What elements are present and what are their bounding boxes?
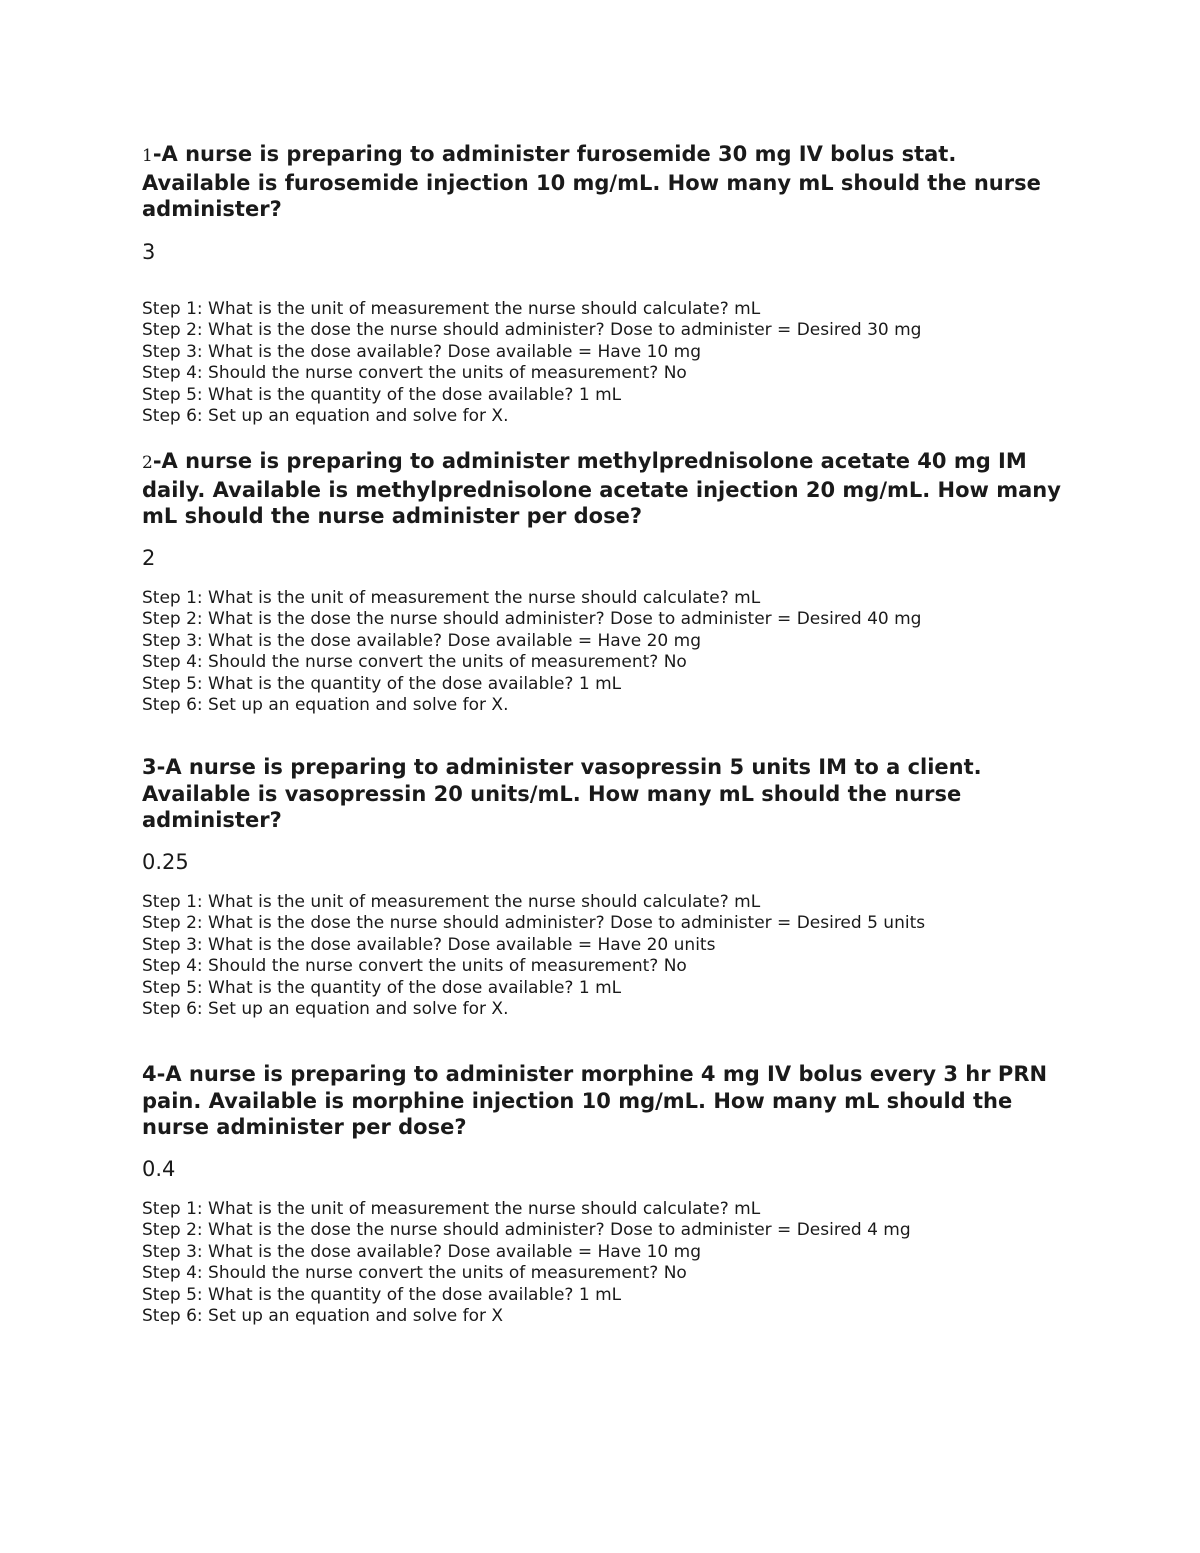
question-2-text (142, 448, 1072, 530)
question-2-prompt: -A nurse is preparing to administer methylprednisolone acetate 40 mg IM daily. Available is methylprednisolone acetate injection 20 mg/mL. How many mL should the nurse administer per dose? (142, 449, 1061, 528)
question-3-step-6: Step 6: Set up an equation and solve for X. (142, 999, 509, 1019)
question-4-step-4: Step 4: Should the nurse convert the units of measurement? No (142, 1263, 687, 1283)
question-3 (142, 754, 1072, 1021)
question-1-step-6: Step 6: Set up an equation and solve for X. (142, 406, 509, 426)
question-4-answer: 0.4 (142, 1156, 176, 1181)
question-3-steps (142, 892, 1072, 1021)
question-2-step-5: Step 5: What is the quantity of the dose available? 1 mL (142, 673, 622, 694)
question-2-step-1: Step 1: What is the unit of measurement the nurse should calculate? mL (142, 587, 761, 608)
question-2-step-3: Step 3: What is the dose available? Dose available = Have 20 mg (142, 630, 701, 651)
question-1-prompt: -A nurse is preparing to administer furosemide 30 mg IV bolus stat. Available is furosemide injection 10 mg/mL. How many mL should the nurse administer? (142, 142, 1041, 221)
question-1-step-3: Step 3: What is the dose available? Dose available = Have 10 mg (142, 341, 701, 362)
question-4-prompt: -A nurse is preparing to administer morphine 4 mg IV bolus every 3 hr PRN pain. Available is morphine injection 10 mg/mL. How many mL should the nurse administer per dose? (142, 1062, 1048, 1139)
question-3-step-3: Step 3: What is the dose available? Dose available = Have 20 units (142, 934, 716, 955)
question-2-step-4: Step 4: Should the nurse convert the units of measurement? No (142, 652, 687, 672)
question-3-step-4: Step 4: Should the nurse convert the units of measurement? No (142, 956, 687, 976)
question-2 (142, 448, 1072, 717)
question-4-number: 4 (142, 1062, 157, 1086)
question-1-steps (142, 299, 1072, 428)
question-3-text (142, 754, 1072, 834)
question-3-step-2: Step 2: What is the dose the nurse should administer? Dose to administer = Desired 5 units (142, 913, 926, 933)
question-4-step-6: Step 6: Set up an equation and solve for X (142, 1306, 504, 1326)
question-4-step-3: Step 3: What is the dose available? Dose available = Have 10 mg (142, 1241, 701, 1262)
question-3-step-5: Step 5: What is the quantity of the dose available? 1 mL (142, 977, 622, 998)
question-2-step-2: Step 2: What is the dose the nurse should administer? Dose to administer = Desired 40 mg (142, 609, 922, 629)
question-4-step-1: Step 1: What is the unit of measurement the nurse should calculate? mL (142, 1198, 761, 1219)
question-2-number: 2 (142, 453, 153, 473)
question-2-step-6: Step 6: Set up an equation and solve for X. (142, 695, 509, 715)
question-4 (142, 1061, 1072, 1328)
question-2-answer: 2 (142, 545, 156, 570)
question-1-step-2: Step 2: What is the dose the nurse should administer? Dose to administer = Desired 30 mg (142, 320, 922, 340)
question-4-text (142, 1061, 1072, 1141)
question-1-number: 1 (142, 146, 153, 166)
question-3-number: 3 (142, 755, 157, 779)
question-4-step-5: Step 5: What is the quantity of the dose available? 1 mL (142, 1284, 622, 1305)
question-1-step-4: Step 4: Should the nurse convert the units of measurement? No (142, 363, 687, 383)
question-1-step-1: Step 1: What is the unit of measurement the nurse should calculate? mL (142, 298, 761, 319)
question-1 (142, 141, 1072, 428)
question-2-steps (142, 588, 1072, 717)
question-4-steps (142, 1199, 1072, 1328)
question-1-text (142, 141, 1072, 223)
question-1-step-5: Step 5: What is the quantity of the dose available? 1 mL (142, 384, 622, 405)
question-3-step-1: Step 1: What is the unit of measurement the nurse should calculate? mL (142, 891, 761, 912)
question-1-answer: 3 (142, 239, 156, 264)
question-3-prompt: -A nurse is preparing to administer vasopressin 5 units IM to a client. Available is vasopressin 20 units/mL. How many mL should the nurse administer? (142, 755, 982, 832)
question-4-step-2: Step 2: What is the dose the nurse should administer? Dose to administer = Desired 4 mg (142, 1220, 911, 1240)
question-3-answer: 0.25 (142, 849, 189, 874)
